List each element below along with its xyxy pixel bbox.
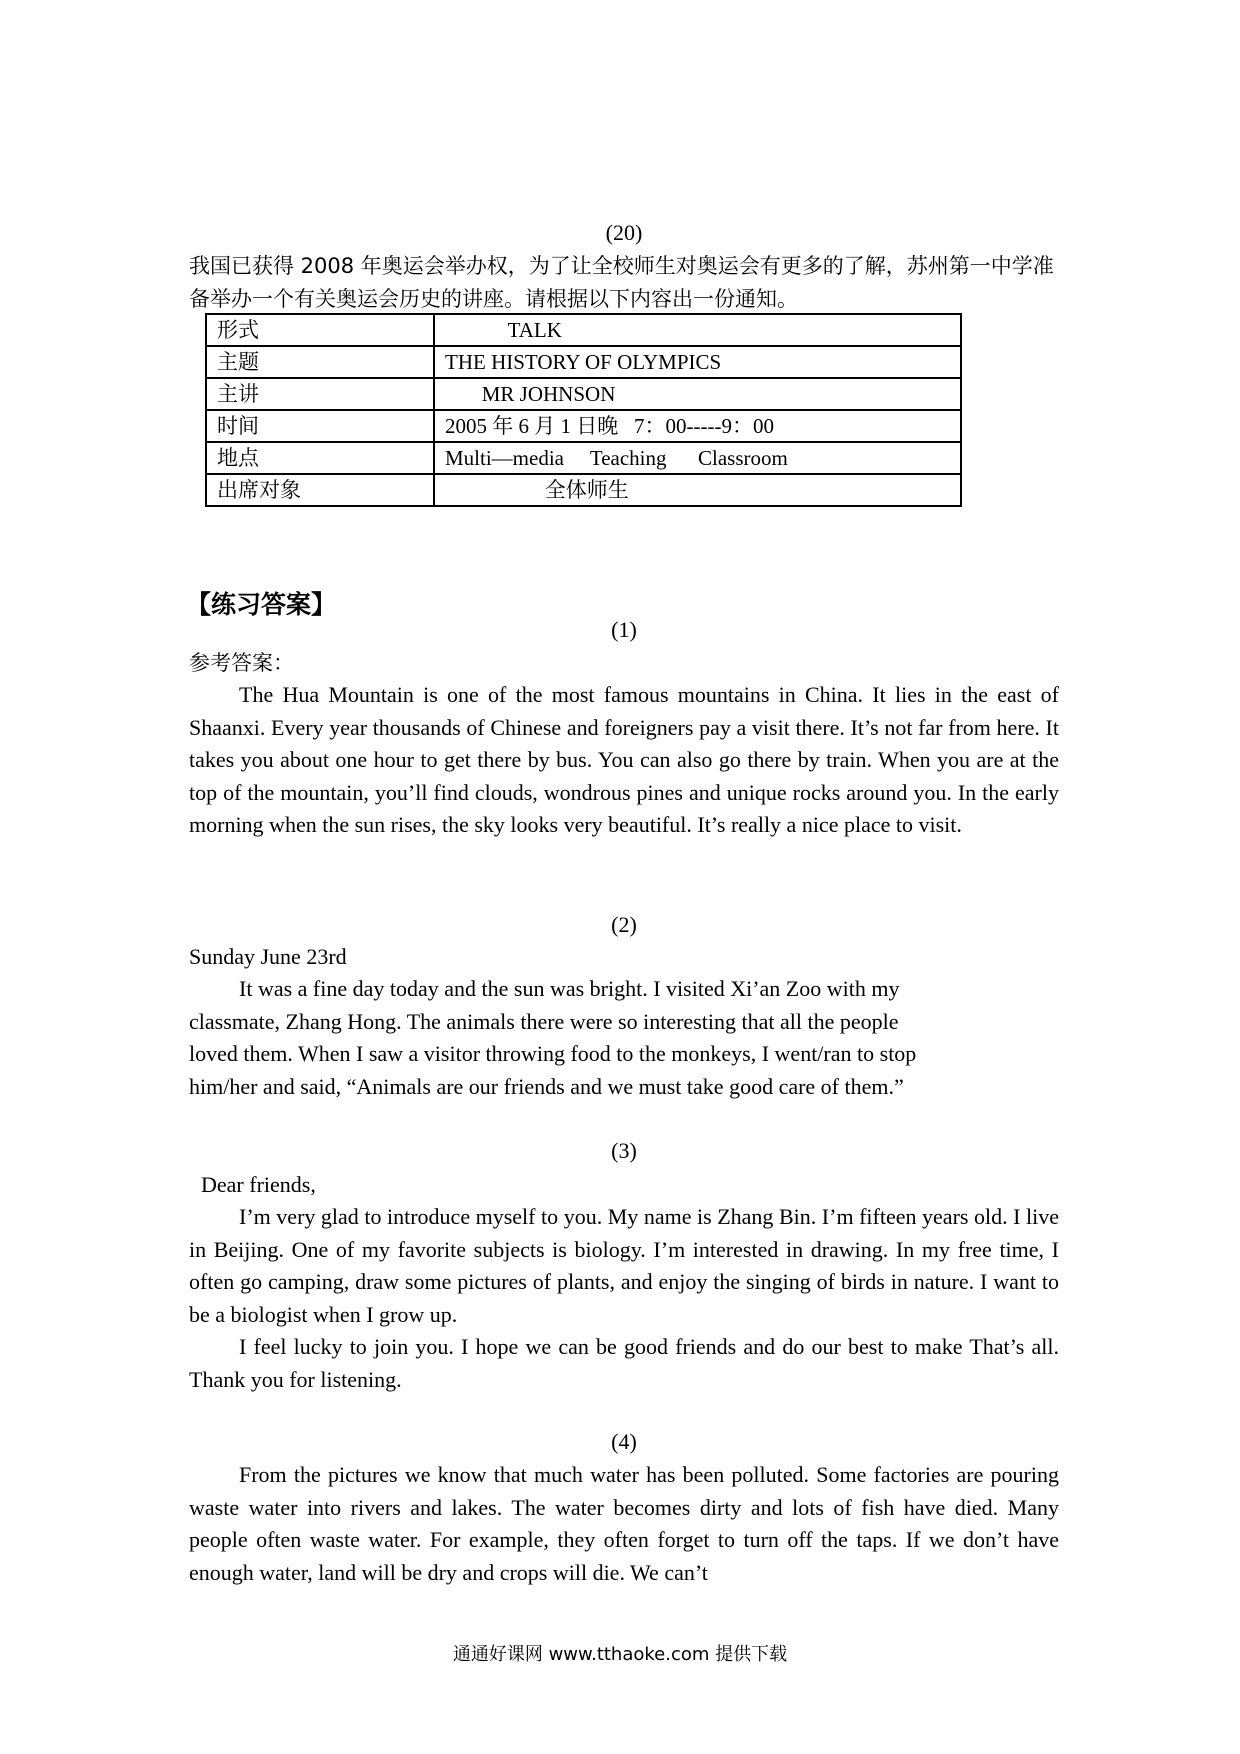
answer3-salutation: Dear friends,: [201, 1172, 316, 1197]
answer2-date: Sunday June 23rd: [189, 944, 347, 969]
answer4-paragraph: From the pictures we know that much water has been polluted. Some factories are pouring waste water into rivers and lakes. The water becomes dirty and lots of fish have died. Many people often waste water. For example, they often forget to turn off the taps. If we don’t have enough water, land will be dry and crops will die. We can’t: [189, 1462, 1059, 1585]
answers-heading: 【练习答案】: [186, 590, 337, 619]
table-cell-value: TALK: [434, 314, 961, 346]
answer-number-3: (3): [611, 1138, 637, 1163]
answer2-text: [189, 973, 1059, 1103]
table-cell-label: 地点: [206, 442, 434, 474]
answer2-line: It was a fine day today and the sun was bright. I visited Xi’an Zoo with my: [239, 976, 900, 1001]
table-cell-label: 主题: [206, 346, 434, 378]
answer1-label: 参考答案：: [189, 651, 294, 675]
answer1-paragraph: The Hua Mountain is one of the most famous mountains in China. It lies in the east of Shaanxi. Every year thousands of Chinese and foreigners pay a visit there. It’s not far from here. It takes you about one hour to get there by bus. You can also go there by train. When you are at the top of the mountain, you’ll find clouds, wondrous pines and unique rocks around you. In the early morning when the sun rises, the sky looks very beautiful. It’s really a nice place to visit.: [189, 682, 1059, 837]
table-cell-label: 主讲: [206, 378, 434, 410]
answer3-paragraph-2: I feel lucky to join you. I hope we can be good friends and do our best to make That’s all. Thank you for listening.: [189, 1334, 1059, 1392]
table-row: [206, 474, 961, 506]
table-cell-value: MR JOHNSON: [434, 378, 961, 410]
answer-number-1: (1): [611, 617, 637, 642]
answer1-text: [189, 679, 1059, 842]
table-cell-value: 2005 年 6 月 1 日晚 7：00-----9：00: [434, 410, 961, 442]
answer3-text: [189, 1201, 1059, 1396]
section20-intro: 我国已获得 2008 年奥运会举办权，为了让全校师生对奥运会有更多的了解，苏州第一中学准备举办一个有关奥运会历史的讲座。请根据以下内容出一份通知。: [189, 254, 1054, 311]
page-footer: 通通好课网 www.tthaoke.com 提供下载: [452, 1644, 788, 1665]
answer2-line: loved them. When I saw a visitor throwing food to the monkeys, I went/ran to stop: [189, 1041, 917, 1066]
table-cell-label: 时间: [206, 410, 434, 442]
lecture-info-table: [205, 313, 962, 507]
table-row: [206, 442, 961, 474]
answer2-line: classmate, Zhang Hong. The animals there were so interesting that all the people: [189, 1008, 899, 1034]
section-number-20: (20): [605, 220, 643, 245]
table-cell-value: THE HISTORY OF OLYMPICS: [434, 346, 961, 378]
table-cell-value: 全体师生: [434, 474, 961, 506]
table-row: [206, 410, 961, 442]
table-cell-label: 出席对象: [206, 474, 434, 506]
table-row: [206, 378, 961, 410]
table-cell-label: 形式: [206, 314, 434, 346]
answer3-paragraph-1: I’m very glad to introduce myself to you. My name is Zhang Bin. I’m fifteen years old. I live in Beijing. One of my favorite subjects is biology. I’m interested in drawing. In my free time, I often go camping, draw some pictures of plants, and enjoy the singing of birds in nature. I want to be a biologist when I grow up.: [189, 1204, 1059, 1327]
answer-number-2: (2): [611, 912, 637, 937]
table-row: [206, 346, 961, 378]
answer2-line: him/her and said, “Animals are our friends and we must take good care of them.”: [189, 1073, 904, 1099]
table-cell-value: Multi—media Teaching Classroom: [434, 442, 961, 474]
answer4-text: [189, 1459, 1059, 1589]
answer-number-4: (4): [611, 1429, 637, 1454]
table-row: [206, 314, 961, 346]
